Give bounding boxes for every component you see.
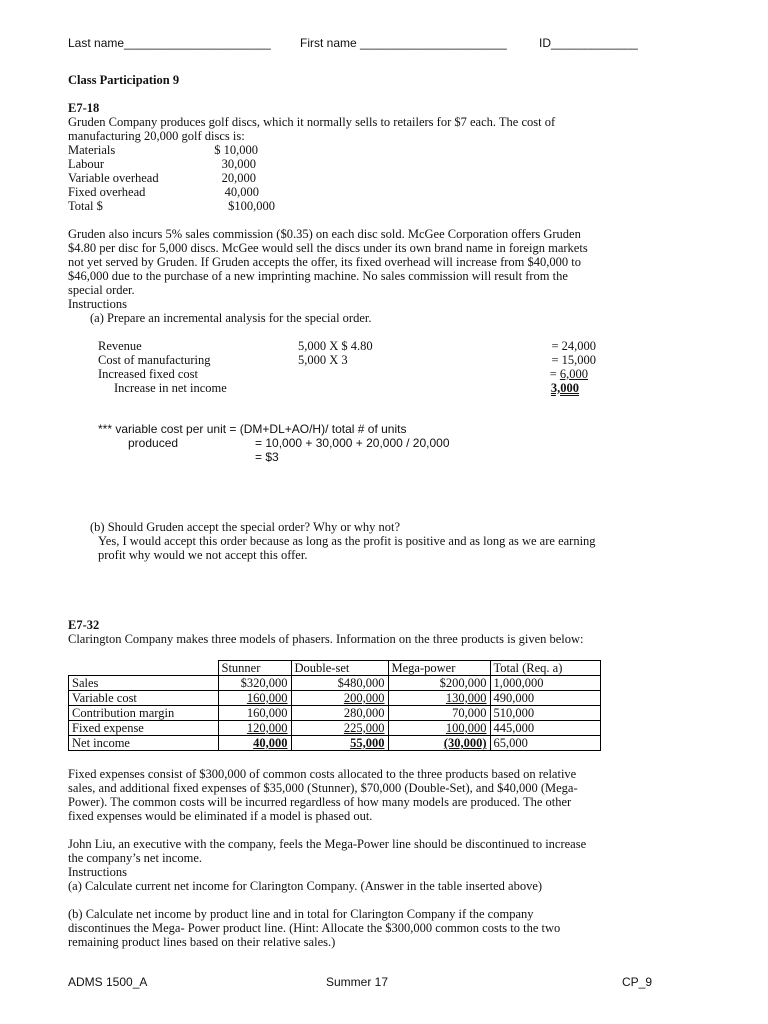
last-name-field: Last name______________________: [68, 36, 271, 50]
table-cell: 130,000: [388, 691, 490, 706]
cost-value: $100,000: [228, 199, 275, 213]
analysis-label: Cost of manufacturing: [98, 353, 211, 367]
table-cell: 70,000: [388, 706, 490, 721]
instructions-label: Instructions: [68, 297, 128, 311]
table-cell: 280,000: [291, 706, 388, 721]
e718-body-line: Gruden also incurs 5% sales commission ($0.35) on each disc sold. McGee Corporation offers Gruden: [68, 227, 581, 241]
analysis-calc: 5,000 X $ 4.80: [298, 339, 373, 353]
analysis-eq-sign: =: [549, 367, 560, 381]
variable-cost-result: = $3: [255, 450, 279, 464]
table-cell: 160,000: [218, 691, 291, 706]
table-cell: 55,000: [291, 736, 388, 751]
table-cell: 1,000,000: [490, 676, 600, 691]
e718-body-line: not yet served by Gruden. If Gruden accepts the offer, its fixed overhead will increase from $40,000 to: [68, 255, 581, 269]
part-a-question: (a) Calculate current net income for Clarington Company. (Answer in the table inserted above): [68, 879, 543, 893]
table-cell: 65,000: [490, 736, 600, 751]
e718-intro: [68, 115, 708, 143]
e732-intro: Clarington Company makes three models of phasers. Information on the three products is given below:: [68, 632, 584, 646]
variable-cost-formula: *** variable cost per unit = (DM+DL+AO/H)/ total # of units: [98, 422, 407, 436]
table-row: [69, 706, 601, 721]
table-cell: 40,000: [218, 736, 291, 751]
variable-cost-produced-label: produced: [128, 436, 179, 450]
table-header-cell: [69, 661, 219, 676]
analysis-result: [550, 367, 588, 381]
part-b-question: (b) Should Gruden accept the special order? Why or why not?: [90, 520, 401, 534]
table-header-cell: Total (Req. a): [490, 661, 600, 676]
e732-part-b: [68, 907, 708, 949]
e732-heading: E7-32: [68, 618, 100, 632]
table-cell: $320,000: [218, 676, 291, 691]
e718-body-line: special order.: [68, 283, 135, 297]
net-income-increase: 3,000: [550, 381, 579, 395]
first-name-field: First name ______________________: [300, 36, 507, 50]
analysis-label: Revenue: [98, 339, 142, 353]
table-cell: $480,000: [291, 676, 388, 691]
cost-label: Total $: [68, 199, 103, 213]
paragraph-line: remaining product lines based on their relative sales.): [68, 935, 336, 949]
cost-value: $ 10,000: [214, 143, 258, 157]
cost-label: Fixed overhead: [68, 185, 146, 199]
e718-body: [68, 227, 708, 297]
footer-course: ADMS 1500_A: [68, 975, 148, 989]
table-row: [69, 691, 601, 706]
table-row: [69, 721, 601, 736]
table-cell: 490,000: [490, 691, 600, 706]
table-header-cell: Stunner: [218, 661, 291, 676]
e718-heading: E7-18: [68, 101, 100, 115]
table-cell: Variable cost: [69, 691, 219, 706]
e718-body-line: $46,000 due to the purchase of a new imprinting machine. No sales commission will result from the: [68, 269, 568, 283]
table-cell: $200,000: [388, 676, 490, 691]
table-cell: Net income: [69, 736, 219, 751]
footer-code: CP_9: [622, 975, 653, 989]
analysis-label: Increase in net income: [114, 381, 227, 395]
page-title: Class Participation 9: [68, 73, 180, 87]
part-a-question: (a) Prepare an incremental analysis for the special order.: [90, 311, 372, 325]
table-row: [69, 676, 601, 691]
table-header-cell: Double-set: [291, 661, 388, 676]
products-table: [68, 660, 601, 751]
footer-term: Summer 17: [326, 975, 389, 989]
table-cell: 100,000: [388, 721, 490, 736]
part-b-answer-line: profit why would we not accept this offer.: [98, 548, 308, 562]
paragraph-line: fixed expenses would be eliminated if a model is phased out.: [68, 809, 373, 823]
e718-body-line: $4.80 per disc for 5,000 discs. McGee would sell the discs under its own brand name in foreign markets: [68, 241, 588, 255]
e732-paragraph-1: [68, 767, 708, 823]
analysis-result: = 24,000: [551, 339, 596, 353]
table-cell: Fixed expense: [69, 721, 219, 736]
analysis-calc: 5,000 X 3: [298, 353, 348, 367]
table-header-cell: Mega-power: [388, 661, 490, 676]
table-cell: Sales: [69, 676, 219, 691]
cost-label: Variable overhead: [68, 171, 159, 185]
analysis-label: Increased fixed cost: [98, 367, 198, 381]
paragraph-line: the company’s net income.: [68, 851, 202, 865]
cost-value: 30,000: [221, 157, 256, 171]
cost-label: Materials: [68, 143, 116, 157]
analysis-eq-value: 6,000: [559, 367, 588, 381]
variable-cost-calc: = 10,000 + 30,000 + 20,000 / 20,000: [255, 436, 450, 450]
cost-value: 20,000: [221, 171, 256, 185]
analysis-result: = 15,000: [551, 353, 596, 367]
table-cell: 510,000: [490, 706, 600, 721]
paragraph-line: John Liu, an executive with the company, feels the Mega-Power line should be discontinued to increase: [68, 837, 587, 851]
table-cell: 120,000: [218, 721, 291, 736]
table-cell: 445,000: [490, 721, 600, 736]
instructions-label: Instructions: [68, 865, 128, 879]
paragraph-line: discontinues the Mega- Power product line. (Hint: Allocate the $300,000 common costs to the two: [68, 921, 561, 935]
table-cell: 200,000: [291, 691, 388, 706]
e732-paragraph-2: [68, 837, 708, 893]
paragraph-line: (b) Calculate net income by product line and in total for Clarington Company if the company: [68, 907, 534, 921]
e718-intro-line: Gruden Company produces golf discs, which it normally sells to retailers for $7 each. The cost of: [68, 115, 556, 129]
paragraph-line: Power). The common costs will be incurred regardless of how many models are produced. The other: [68, 795, 572, 809]
cost-label: Labour: [68, 157, 105, 171]
table-cell: (30,000): [388, 736, 490, 751]
table-cell: Contribution margin: [69, 706, 219, 721]
table-cell: 225,000: [291, 721, 388, 736]
part-b-answer-line: Yes, I would accept this order because as long as the profit is positive and as long as we are earning: [98, 534, 596, 548]
paragraph-line: sales, and additional fixed expenses of $35,000 (Stunner), $70,000 (Double-Set), and $40,000 (Mega-: [68, 781, 578, 795]
table-cell: 160,000: [218, 706, 291, 721]
cost-value: 40,000: [224, 185, 259, 199]
paragraph-line: Fixed expenses consist of $300,000 of common costs allocated to the three products based on relative: [68, 767, 577, 781]
table-header-row: [69, 661, 601, 676]
e718-intro-line: manufacturing 20,000 golf discs is:: [68, 129, 245, 143]
table-row: [69, 736, 601, 751]
id-field: ID_____________: [539, 36, 638, 50]
